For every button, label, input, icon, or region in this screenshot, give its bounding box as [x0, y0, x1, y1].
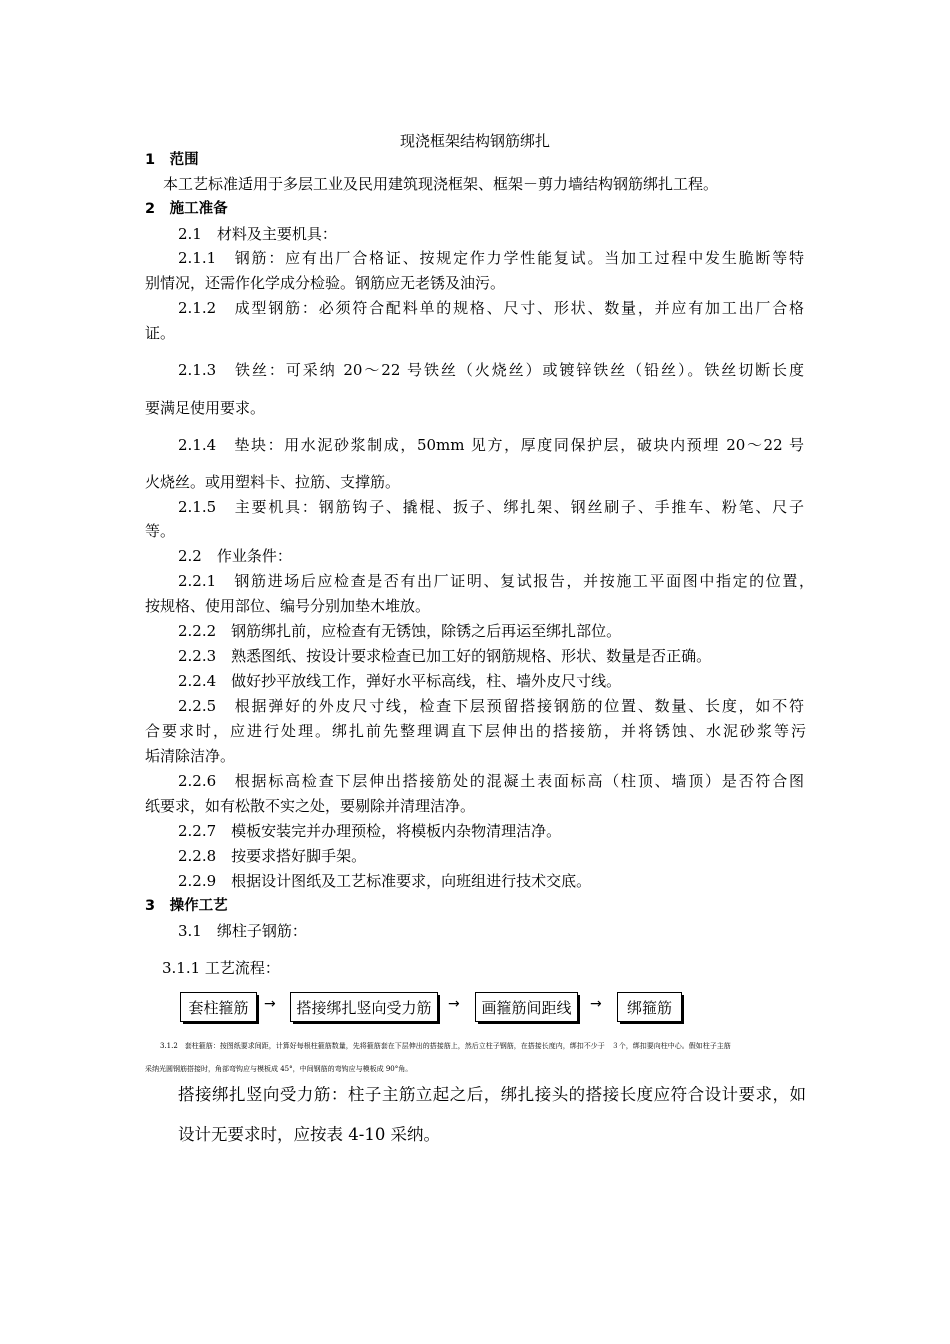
paragraph-line: 2.2.4 做好抄平放线工作，弹好水平标高线，柱、墙外皮尺寸线。	[178, 672, 622, 690]
flow-step-box: 画箍筋间距线	[475, 992, 578, 1022]
paragraph-line: 2.1.3 铁丝：可采纳 20～22 号铁丝（火烧丝）或镀锌铁丝（铅丝）。铁丝切断长度	[178, 361, 804, 379]
paragraph-line: 合要求时，应进行处理。绑扎前先整理调直下层伸出的搭接筋，并将锈蚀、水泥砂浆等污	[145, 722, 806, 740]
paragraph-line: 2.2.8 按要求搭好脚手架。	[178, 847, 367, 865]
footnote-line: 采纳光圆钢筋搭接时，角部弯钩应与模板成 45°，中间钢筋的弯钩应与模板成 90°角。	[145, 1065, 413, 1073]
paragraph-line: 证。	[145, 324, 176, 342]
subsection-heading: 2.1 材料及主要机具：	[178, 225, 337, 243]
paragraph-line: 垢清除洁净。	[145, 747, 236, 765]
paragraph-line: 等。	[145, 522, 176, 540]
paragraph-line: 火烧丝。或用塑料卡、拉筋、支撑筋。	[145, 473, 401, 491]
flow-arrow-icon: →	[590, 996, 602, 1012]
subsection-heading: 3.1.1 工艺流程：	[162, 959, 280, 977]
section-heading-2: 2 施工准备	[145, 201, 228, 217]
paragraph-line: 纸要求，如有松散不实之处，要剔除并清理洁净。	[145, 797, 476, 815]
paragraph-line: 2.1.5 主要机具：钢筋钩子、撬棍、扳子、绑扎架、钢丝刷子、手推车、粉笔、尺子	[178, 498, 804, 516]
paragraph-line: 2.2.9 根据设计图纸及工艺标准要求，向班组进行技术交底。	[178, 872, 592, 890]
paragraph-line: 按规格、使用部位、编号分别加垫木堆放。	[145, 597, 431, 615]
paragraph-line: 别情况，还需作化学成分检验。钢筋应无老锈及油污。	[145, 274, 506, 292]
flow-step-box: 套柱箍筋	[180, 992, 257, 1022]
section-heading-3: 3 操作工艺	[145, 898, 228, 914]
section-heading-1: 1 范围	[145, 152, 199, 168]
flow-arrow-icon: →	[264, 996, 276, 1012]
paragraph-line: 2.1.4 垫块：用水泥砂浆制成，50mm 见方，厚度同保护层，破块内预埋 20～22 号	[178, 436, 804, 454]
paragraph-line: 2.1.1 钢筋：应有出厂合格证、按规定作力学性能复试。当加工过程中发生脆断等特	[178, 249, 804, 267]
paragraph-line: 本工艺标准适用于多层工业及民用建筑现浇框架、框架－剪力墙结构钢筋绑扎工程。	[148, 175, 719, 193]
paragraph-line: 2.2.6 根据标高检查下层伸出搭接筋处的混凝土表面标高（柱顶、墙顶）是否符合图	[178, 772, 804, 790]
flow-step-box: 搭接绑扎竖向受力筋	[290, 992, 438, 1022]
footnote-line: 3.1.2 套柱箍筋：按图纸要求间距，计算好每根柱箍筋数量，先将箍筋套在下层伸出的搭接筋上，然后立柱子钢筋，在搭接长度内，绑扣不少于 ３个，绑扣要向柱中心。假如柱子主筋	[160, 1042, 731, 1050]
paragraph-line: 2.2.1 钢筋进场后应检查是否有出厂证明、复试报告，并按施工平面图中指定的位置，	[178, 572, 814, 590]
paragraph-line: 2.2.3 熟悉图纸、按设计要求检查已加工好的钢筋规格、形状、数量是否正确。	[178, 647, 712, 665]
paragraph-line: 搭接绑扎竖向受力筋：柱子主筋立起之后，绑扎接头的搭接长度应符合设计要求，如	[178, 1085, 806, 1104]
paragraph-line: 2.2.5 根据弹好的外皮尺寸线，检查下层预留搭接钢筋的位置、数量、长度，如不符	[178, 697, 804, 715]
paragraph-line: 2.2.2 钢筋绑扎前，应检查有无锈蚀，除锈之后再运至绑扎部位。	[178, 622, 622, 640]
subsection-heading: 2.2 作业条件：	[178, 547, 292, 565]
subsection-heading: 3.1 绑柱子钢筋：	[178, 922, 307, 940]
flow-arrow-icon: →	[448, 996, 460, 1012]
paragraph-line: 2.2.7 模板安装完并办理预检，将模板内杂物清理洁净。	[178, 822, 562, 840]
flow-step-box: 绑箍筋	[617, 992, 682, 1022]
paragraph-line: 要满足使用要求。	[145, 399, 266, 417]
document-title: 现浇框架结构钢筋绑扎	[399, 132, 550, 150]
paragraph-line: 设计无要求时，应按表 4-10 采纳。	[178, 1125, 441, 1144]
paragraph-line: 2.1.2 成型钢筋：必须符合配料单的规格、尺寸、形状、数量，并应有加工出厂合格	[178, 299, 804, 317]
